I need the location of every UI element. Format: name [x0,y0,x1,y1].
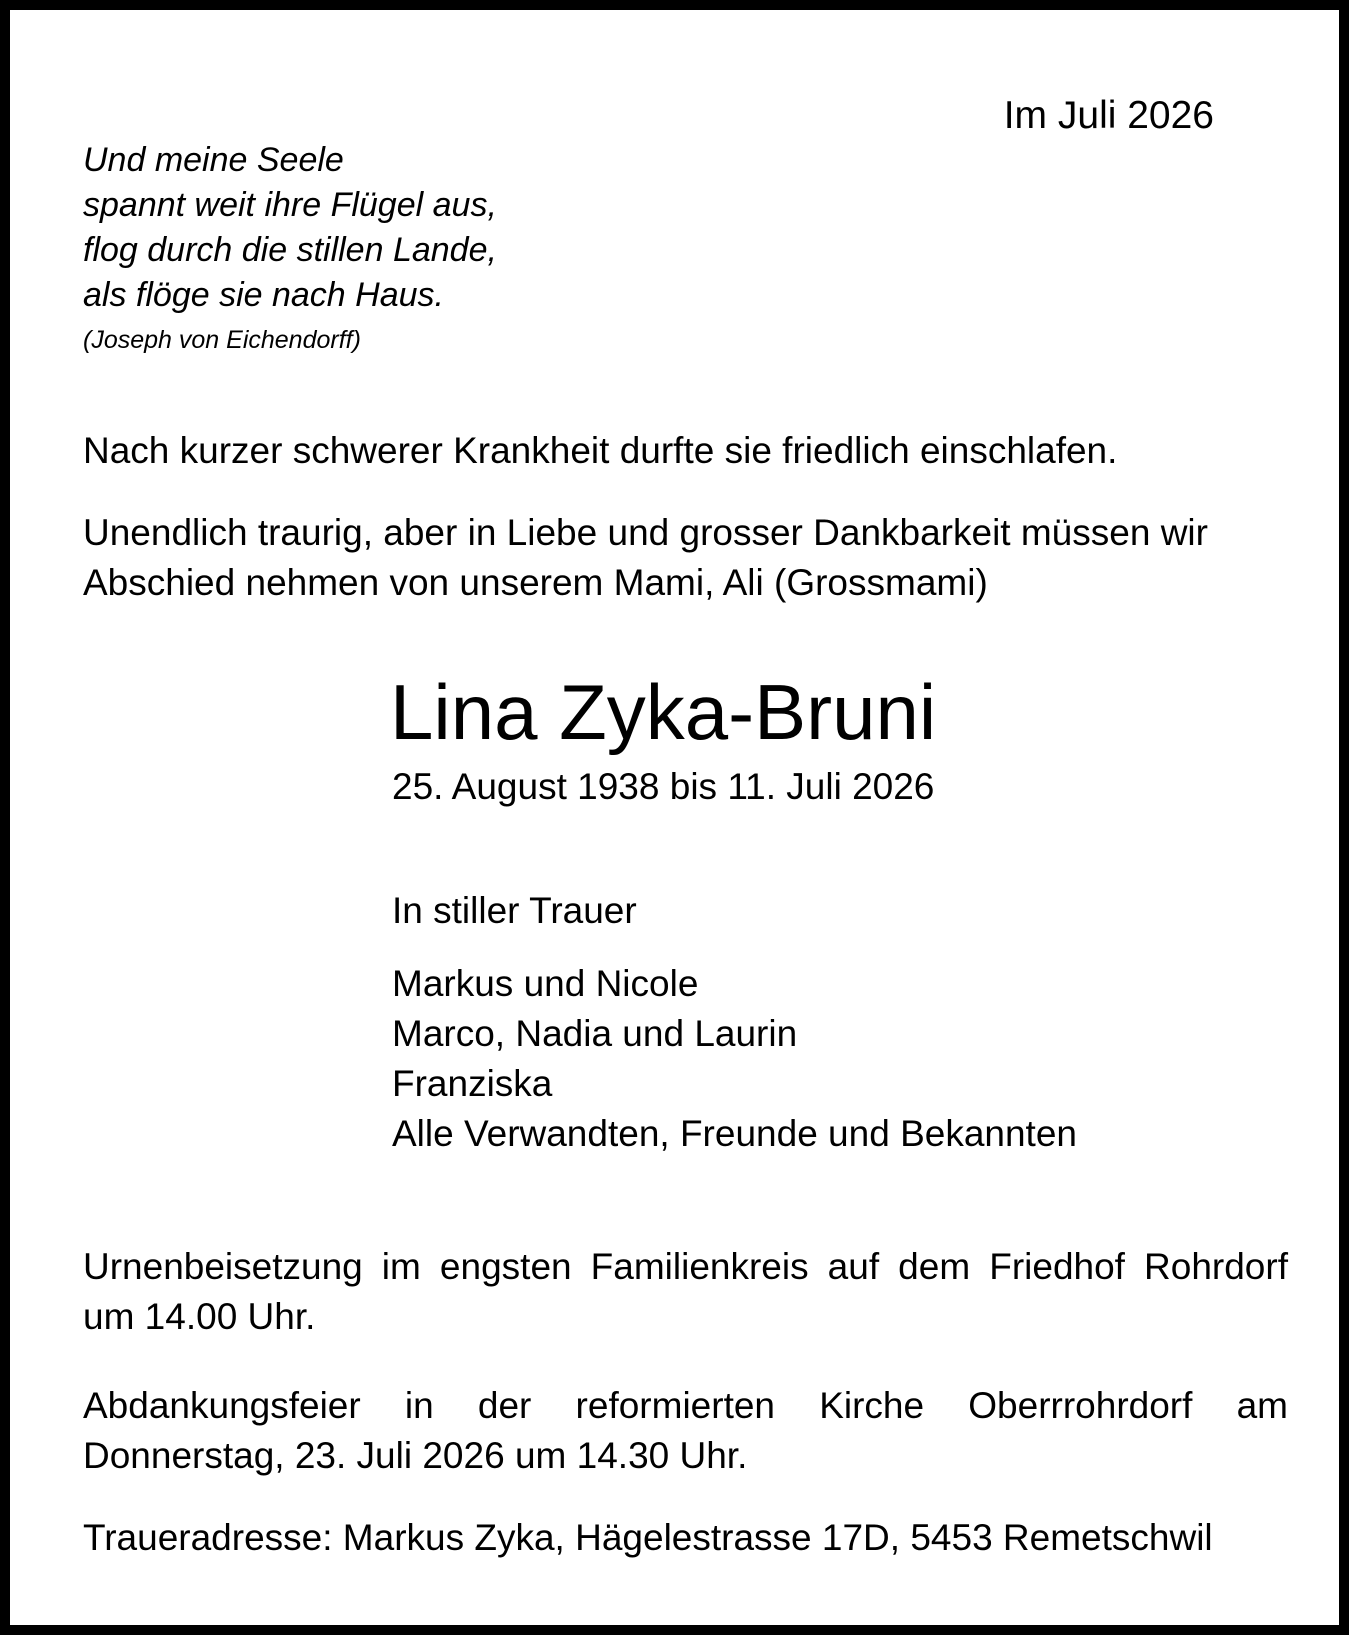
poem-line: spannt weit ihre Flügel aus, [83,186,497,224]
life-dates: 25. August 1938 bis 11. Juli 2026 [392,766,935,807]
farewell-paragraph [83,508,1288,608]
mourner-entry: Marco, Nadia und Laurin [392,1013,798,1054]
deceased-name: Lina Zyka-Bruni [390,668,937,756]
poem-line: flog durch die stillen Lande, [83,231,497,269]
mourners-list [392,959,1077,1159]
ceremony-info: Abdankungsfeier in der reformierten Kirche Oberrrohrdorf am Donnerstag, 23. Juli 2026 um 14.30 Uhr. [83,1385,1288,1476]
mourner-entry: Franziska [392,1063,553,1104]
poem-line: als flöge sie nach Haus. [83,276,444,314]
intro-sentence: Nach kurzer schwerer Krankheit durfte sie friedlich einschlafen. [83,430,1118,471]
poem-block [83,138,497,362]
mourning-address: Traueradresse: Markus Zyka, Hägelestrasse 17D, 5453 Remetschwil [83,1517,1213,1558]
poem-line: Und meine Seele [83,141,344,179]
mourning-title: In stiller Trauer [392,890,637,931]
farewell-line: Abschied nehmen von unserem Mami, Ali (Grossmami) [83,562,988,603]
notice-date: Im Juli 2026 [1003,94,1214,137]
burial-info: Urnenbeisetzung im engsten Familienkreis auf dem Friedhof Rohrdorf um 14.00 Uhr. [83,1246,1288,1337]
poem-author: (Joseph von Eichendorff) [83,326,361,354]
farewell-line: Unendlich traurig, aber in Liebe und grosser Dankbarkeit müssen wir [83,512,1208,553]
mourner-entry: Markus und Nicole [392,963,699,1004]
mourner-entry: Alle Verwandten, Freunde und Bekannten [392,1113,1077,1154]
